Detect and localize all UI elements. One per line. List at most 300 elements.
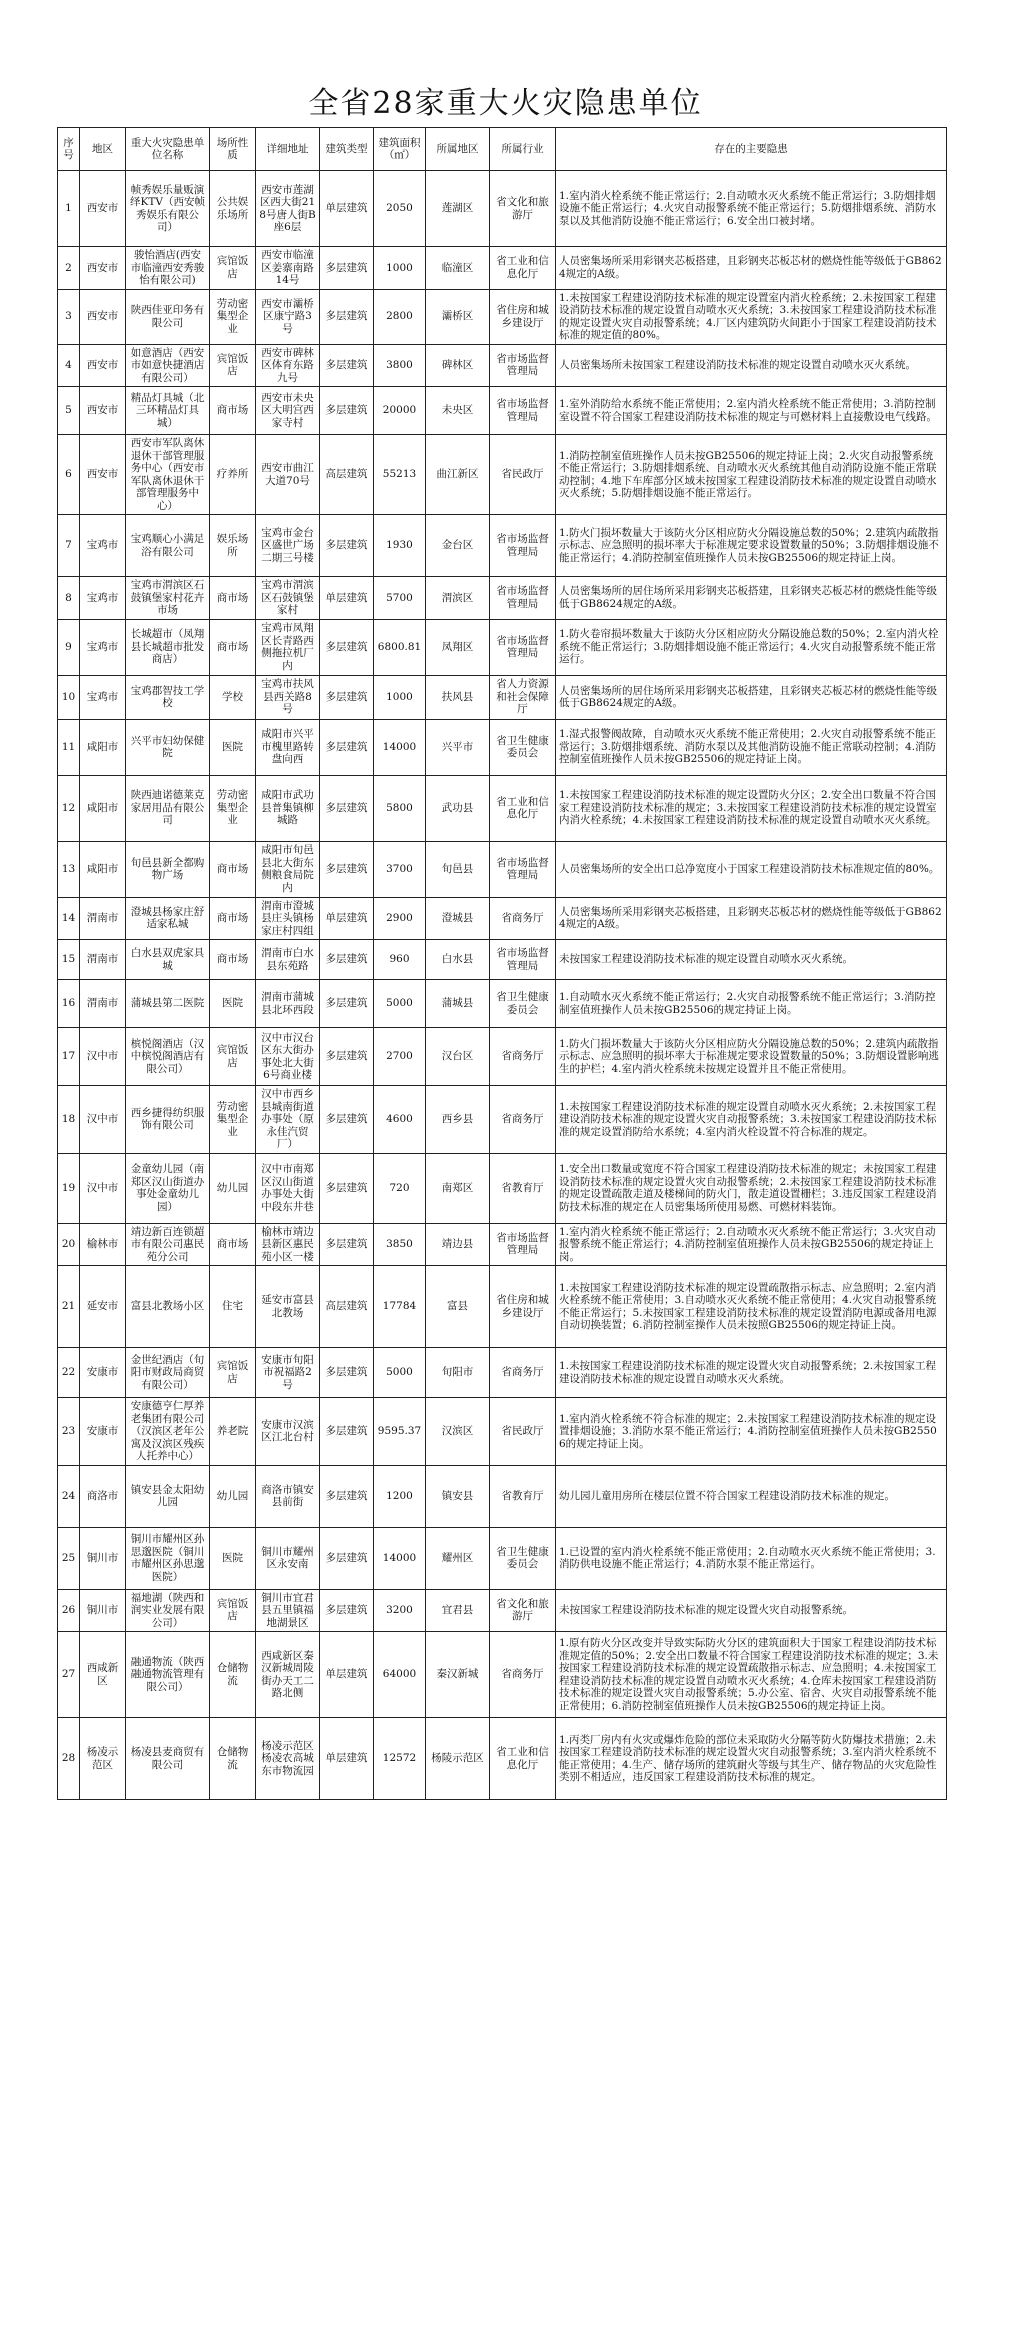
- table-row: [58, 775, 947, 841]
- cell-hazards: 人员密集场所采用彩钢夹芯板搭建，且彩钢夹芯板芯材的燃烧性能等级低于GB8624规定的A级。: [556, 897, 947, 940]
- cell-hazards: 1.未按国家工程建设消防技术标准的规定设置室内消火栓系统；2.未按国家工程建设消防技术标准的规定设置自动喷水灭火系统；3.未按国家工程建设消防技术标准的规定设置火灾自动报警系统；4.厂区内建筑防火间距小于国家工程建设消防技术标准的规定值的80%。: [556, 289, 947, 344]
- header-index: 序号: [58, 128, 80, 171]
- cell-region: 咸阳市: [80, 719, 126, 775]
- cell-unit-name: 西安市军队离休退休干部管理服务中心（西安市军队离休退休干部管理服务中心）: [126, 435, 210, 515]
- cell-address: 西安市灞桥区康宁路3号: [256, 289, 320, 344]
- cell-address: 渭南市澄城县庄头镇杨家庄村四组: [256, 897, 320, 940]
- cell-hazards: 1.室内消火栓系统不能正常运行；2.自动喷水灭火系统不能正常运行；3.防烟排烟设施不能正常运行；4.火灾自动报警系统不能正常运行；5.防烟排烟系统、消防水泵以及其他消防设施不能正常运行；6.安全出口被封堵。: [556, 171, 947, 247]
- cell-district: 南郑区: [426, 1153, 490, 1223]
- table-row: [58, 1086, 947, 1154]
- cell-hazards: 未按国家工程建设消防技术标准的规定设置自动喷水灭火系统。: [556, 940, 947, 980]
- cell-address: 宝鸡市金台区盛世广场二期三号楼: [256, 515, 320, 577]
- cell-building-type: 多层建筑: [320, 1348, 374, 1398]
- cell-district: 莲湖区: [426, 171, 490, 247]
- cell-region: 宝鸡市: [80, 619, 126, 675]
- cell-unit-name: 澄城县杨家庄舒适家私城: [126, 897, 210, 940]
- cell-hazards: 1.室内消火栓系统不符合标准的规定；2.未按国家工程建设消防技术标准的规定设置排烟设施；3.消防水泵不能正常运行；4.消防控制室值班操作人员未按GB25506的规定持证上岗。: [556, 1398, 947, 1466]
- cell-district: 未央区: [426, 387, 490, 435]
- cell-address: 安康市旬阳市祝福路2号: [256, 1348, 320, 1398]
- cell-floor-area: 2050: [374, 171, 426, 247]
- cell-index: 23: [58, 1398, 80, 1466]
- cell-index: 19: [58, 1153, 80, 1223]
- cell-hazards: 1.防火门损坏数量大于该防火分区相应防火分隔设施总数的50%；2.建筑内疏散指示标志、应急照明的损坏率大于标准规定要求设置数量的50%；3.防烟排烟设施不能正常运行；4.消防控制室值班操作人员未按GB25506的规定持证上岗。: [556, 515, 947, 577]
- cell-unit-name: 宝鸡市渭滨区石鼓镇堡家村花卉市场: [126, 577, 210, 620]
- cell-industry: 省工业和信息化厅: [490, 1718, 556, 1800]
- cell-index: 21: [58, 1266, 80, 1348]
- cell-region: 铜川市: [80, 1527, 126, 1589]
- cell-floor-area: 17784: [374, 1266, 426, 1348]
- cell-building-type: 单层建筑: [320, 1718, 374, 1800]
- cell-site-type: 商市场: [210, 841, 256, 897]
- cell-district: 汉台区: [426, 1028, 490, 1086]
- table-row: [58, 1632, 947, 1718]
- cell-hazards: 1.未按国家工程建设消防技术标准的规定设置火灾自动报警系统；2.未按国家工程建设消防技术标准的规定设置自动喷水灭火系统。: [556, 1348, 947, 1398]
- cell-building-type: 单层建筑: [320, 897, 374, 940]
- cell-floor-area: 1000: [374, 247, 426, 290]
- cell-site-type: 商市场: [210, 1223, 256, 1266]
- cell-industry: 省民政厅: [490, 1398, 556, 1466]
- cell-floor-area: 2800: [374, 289, 426, 344]
- cell-hazards: 1.未按国家工程建设消防技术标准的规定设置防火分区；2.安全出口数量不符合国家工程建设消防技术标准的规定；3.未按国家工程建设消防技术标准的规定设置室内消火栓系统；4.未按国家工程建设消防技术标准的规定设置自动喷水灭火系统。: [556, 775, 947, 841]
- cell-region: 渭南市: [80, 940, 126, 980]
- header-unit-name: 重大火灾隐患单位名称: [126, 128, 210, 171]
- cell-index: 4: [58, 344, 80, 387]
- cell-index: 1: [58, 171, 80, 247]
- cell-address: 西安市莲湖区西大街218号唐人街B座6层: [256, 171, 320, 247]
- cell-index: 25: [58, 1527, 80, 1589]
- cell-building-type: 多层建筑: [320, 344, 374, 387]
- cell-unit-name: 陕西佳亚印务有限公司: [126, 289, 210, 344]
- cell-floor-area: 960: [374, 940, 426, 980]
- cell-district: 扶风县: [426, 675, 490, 719]
- cell-index: 26: [58, 1589, 80, 1632]
- table-row: [58, 1527, 947, 1589]
- cell-hazards: 人员密集场所的居住场所采用彩钢夹芯板搭建，且彩钢夹芯板芯材的燃烧性能等级低于GB8624规定的A级。: [556, 577, 947, 620]
- table-row: [58, 1028, 947, 1086]
- cell-industry: 省卫生健康委员会: [490, 980, 556, 1028]
- cell-building-type: 多层建筑: [320, 387, 374, 435]
- cell-address: 宝鸡市渭滨区石鼓镇堡家村: [256, 577, 320, 620]
- cell-floor-area: 3850: [374, 1223, 426, 1266]
- table-row: [58, 675, 947, 719]
- cell-site-type: 公共娱乐场所: [210, 171, 256, 247]
- cell-index: 18: [58, 1086, 80, 1154]
- cell-building-type: 多层建筑: [320, 675, 374, 719]
- cell-address: 安康市汉滨区江北台村: [256, 1398, 320, 1466]
- cell-address: 铜川市宜君县五里镇福地湖景区: [256, 1589, 320, 1632]
- cell-building-type: 单层建筑: [320, 1632, 374, 1718]
- cell-site-type: 宾馆饭店: [210, 1028, 256, 1086]
- cell-hazards: 1.未按国家工程建设消防技术标准的规定设置疏散指示标志、应急照明；2.室内消火栓系统不能正常使用；3.自动喷水灭火系统不能正常使用；4.火灾自动报警系统不能正常运行；5.未按国家工程建设消防技术标准的规定设置消防电源或备用电源自动切换装置；6.消防控制室操作人员未按照GB25506的规定持证上岗。: [556, 1266, 947, 1348]
- cell-district: 临潼区: [426, 247, 490, 290]
- cell-region: 延安市: [80, 1266, 126, 1348]
- table-row: [58, 1266, 947, 1348]
- cell-address: 咸阳市旬邑县北大街东侧粮食局院内: [256, 841, 320, 897]
- cell-region: 铜川市: [80, 1589, 126, 1632]
- table-row: [58, 171, 947, 247]
- cell-district: 渭滨区: [426, 577, 490, 620]
- cell-floor-area: 64000: [374, 1632, 426, 1718]
- cell-hazards: 1.安全出口数量或宽度不符合国家工程建设消防技术标准的规定；未按国家工程建设消防技术标准的规定设置火灾自动报警系统；2.未按国家工程建设消防技术标准的规定设置疏散走道及楼梯间的防火门，散走道设置栅栏；3.违反国家工程建设消防技术标准的规定在人员密集场所使用易燃、可燃材料装饰。: [556, 1153, 947, 1223]
- cell-district: 旬阳市: [426, 1348, 490, 1398]
- table-row: [58, 1348, 947, 1398]
- cell-site-type: 宾馆饭店: [210, 1348, 256, 1398]
- cell-region: 宝鸡市: [80, 577, 126, 620]
- cell-district: 蒲城县: [426, 980, 490, 1028]
- cell-index: 5: [58, 387, 80, 435]
- cell-floor-area: 2900: [374, 897, 426, 940]
- cell-index: 7: [58, 515, 80, 577]
- cell-industry: 省教育厅: [490, 1465, 556, 1527]
- cell-district: 凤翔区: [426, 619, 490, 675]
- cell-floor-area: 3800: [374, 344, 426, 387]
- cell-index: 28: [58, 1718, 80, 1800]
- cell-hazards: 1.自动喷水灭火系统不能正常运行；2.火灾自动报警系统不能正常运行；3.消防控制室值班操作人员未按GB25506的规定持证上岗。: [556, 980, 947, 1028]
- cell-industry: 省商务厅: [490, 1086, 556, 1154]
- cell-building-type: 多层建筑: [320, 1589, 374, 1632]
- cell-building-type: 多层建筑: [320, 1086, 374, 1154]
- cell-index: 14: [58, 897, 80, 940]
- cell-region: 西咸新区: [80, 1632, 126, 1718]
- header-hazards: 存在的主要隐患: [556, 128, 947, 171]
- cell-industry: 省文化和旅游厅: [490, 171, 556, 247]
- cell-district: 白水县: [426, 940, 490, 980]
- cell-building-type: 单层建筑: [320, 577, 374, 620]
- cell-address: 西咸新区秦汉新城周陵街办天工二路北侧: [256, 1632, 320, 1718]
- cell-building-type: 高层建筑: [320, 1266, 374, 1348]
- cell-unit-name: 帧秀娱乐量贩演绎KTV（西安帧秀娱乐有限公司）: [126, 171, 210, 247]
- cell-industry: 省市场监督管理局: [490, 577, 556, 620]
- cell-hazards: 1.丙类厂房内有火灾或爆炸危险的部位未采取防火分隔等防火防爆技术措施；2.未按国家工程建设消防技术标准的规定设置火灾自动报警系统；3.室内消火栓系统不能正常使用；4.生产、储存场所的建筑耐火等级与其生产、储存物品的火灾危险性类别不相适应，违反国家工程建设消防技术标准的规定。: [556, 1718, 947, 1800]
- cell-industry: 省住房和城乡建设厅: [490, 289, 556, 344]
- cell-index: 11: [58, 719, 80, 775]
- cell-site-type: 商市场: [210, 619, 256, 675]
- cell-district: 澄城县: [426, 897, 490, 940]
- cell-floor-area: 5000: [374, 980, 426, 1028]
- cell-hazards: 1.室外消防给水系统不能正常使用；2.室内消火栓系统不能正常使用；3.消防控制室设置不符合国家工程建设消防技术标准的规定与可燃材料上直接敷设电气线路。: [556, 387, 947, 435]
- cell-region: 西安市: [80, 247, 126, 290]
- header-address: 详细地址: [256, 128, 320, 171]
- cell-index: 16: [58, 980, 80, 1028]
- cell-site-type: 医院: [210, 1527, 256, 1589]
- cell-index: 20: [58, 1223, 80, 1266]
- cell-site-type: 医院: [210, 980, 256, 1028]
- cell-floor-area: 5700: [374, 577, 426, 620]
- cell-district: 宜君县: [426, 1589, 490, 1632]
- cell-building-type: 多层建筑: [320, 619, 374, 675]
- cell-unit-name: 融通物流（陕西融通物流管理有限公司）: [126, 1632, 210, 1718]
- cell-unit-name: 旬邑县新全都购物广场: [126, 841, 210, 897]
- cell-district: 汉滨区: [426, 1398, 490, 1466]
- cell-unit-name: 宝鸡郡智技工学校: [126, 675, 210, 719]
- cell-region: 宝鸡市: [80, 515, 126, 577]
- cell-floor-area: 5000: [374, 1348, 426, 1398]
- table-row: [58, 435, 947, 515]
- cell-floor-area: 2700: [374, 1028, 426, 1086]
- cell-industry: 省人力资源和社会保障厅: [490, 675, 556, 719]
- cell-hazards: 1.湿式报警阀故障，自动喷水灭火系统不能正常使用；2.火灾自动报警系统不能正常运行；3.防烟排烟系统、消防水泵以及其他消防设施不能正常联动控制；4.消防控制室值班操作人员未按GB25506的规定持证上岗。: [556, 719, 947, 775]
- table-row: [58, 1718, 947, 1800]
- page-title: 全省28家重大火灾隐患单位: [308, 86, 703, 121]
- cell-unit-name: 靖边新百连锁超市有限公司惠民苑分公司: [126, 1223, 210, 1266]
- table-row: [58, 1465, 947, 1527]
- cell-site-type: 商市场: [210, 897, 256, 940]
- cell-site-type: 劳动密集型企业: [210, 775, 256, 841]
- table-row: [58, 940, 947, 980]
- cell-site-type: 劳动密集型企业: [210, 289, 256, 344]
- cell-hazards: 1.未按国家工程建设消防技术标准的规定设置自动喷水灭火系统；2.未按国家工程建设消防技术标准的规定设置火灾自动报警系统；3.未按国家工程建设消防技术标准的规定设置消防给水系统；4.室内消火栓设置不符合标准的规定。: [556, 1086, 947, 1154]
- header-floor-area: 建筑面积（㎡）: [374, 128, 426, 171]
- cell-floor-area: 5800: [374, 775, 426, 841]
- cell-industry: 省商务厅: [490, 1348, 556, 1398]
- cell-industry: 省工业和信息化厅: [490, 775, 556, 841]
- cell-region: 渭南市: [80, 980, 126, 1028]
- cell-industry: 省教育厅: [490, 1153, 556, 1223]
- table-row: [58, 289, 947, 344]
- header-region: 地区: [80, 128, 126, 171]
- cell-building-type: 多层建筑: [320, 247, 374, 290]
- table-row: [58, 387, 947, 435]
- cell-building-type: 单层建筑: [320, 171, 374, 247]
- cell-floor-area: 12572: [374, 1718, 426, 1800]
- cell-address: 渭南市白水县东苑路: [256, 940, 320, 980]
- cell-industry: 省商务厅: [490, 1028, 556, 1086]
- cell-site-type: 医院: [210, 719, 256, 775]
- cell-address: 铜川市耀州区永安南: [256, 1527, 320, 1589]
- cell-industry: 省市场监督管理局: [490, 344, 556, 387]
- cell-unit-name: 蒲城县第二医院: [126, 980, 210, 1028]
- cell-site-type: 养老院: [210, 1398, 256, 1466]
- cell-index: 3: [58, 289, 80, 344]
- cell-address: 宝鸡市扶风县西关路8号: [256, 675, 320, 719]
- cell-index: 10: [58, 675, 80, 719]
- cell-floor-area: 1200: [374, 1465, 426, 1527]
- cell-site-type: 仓储物流: [210, 1718, 256, 1800]
- cell-district: 兴平市: [426, 719, 490, 775]
- cell-region: 西安市: [80, 344, 126, 387]
- cell-building-type: 多层建筑: [320, 940, 374, 980]
- cell-site-type: 住宅: [210, 1266, 256, 1348]
- cell-building-type: 多层建筑: [320, 515, 374, 577]
- cell-site-type: 商市场: [210, 940, 256, 980]
- cell-unit-name: 福地湖（陕西和润实业发展有限公司）: [126, 1589, 210, 1632]
- cell-index: 17: [58, 1028, 80, 1086]
- cell-address: 榆林市靖边县新区惠民苑小区一楼: [256, 1223, 320, 1266]
- cell-industry: 省住房和城乡建设厅: [490, 1266, 556, 1348]
- cell-site-type: 商市场: [210, 387, 256, 435]
- cell-address: 西安市碑林区体育东路九号: [256, 344, 320, 387]
- table-row: [58, 897, 947, 940]
- cell-district: 碑林区: [426, 344, 490, 387]
- cell-unit-name: 铜川市耀州区孙思邈医院（铜川市耀州区孙思邈医院）: [126, 1527, 210, 1589]
- cell-unit-name: 安康德亨仁厚养老集团有限公司（汉滨区老年公寓及汉滨区残疾人托养中心）: [126, 1398, 210, 1466]
- header-building-type: 建筑类型: [320, 128, 374, 171]
- cell-hazards: 人员密集场所的居住场所采用彩钢夹芯板搭建，且彩钢夹芯板芯材的燃烧性能等级低于GB8624规定的A级。: [556, 675, 947, 719]
- cell-floor-area: 20000: [374, 387, 426, 435]
- cell-unit-name: 如意酒店（西安市如意快捷酒店有限公司）: [126, 344, 210, 387]
- cell-building-type: 高层建筑: [320, 435, 374, 515]
- cell-unit-name: 骏怡酒店(西安市临潼西安秀骏怡有限公司): [126, 247, 210, 290]
- cell-industry: 省市场监督管理局: [490, 940, 556, 980]
- cell-industry: 省市场监督管理局: [490, 1223, 556, 1266]
- table-row: [58, 1153, 947, 1223]
- cell-district: 曲江新区: [426, 435, 490, 515]
- cell-building-type: 多层建筑: [320, 841, 374, 897]
- cell-site-type: 疗养所: [210, 435, 256, 515]
- cell-index: 2: [58, 247, 80, 290]
- cell-district: 靖边县: [426, 1223, 490, 1266]
- cell-site-type: 幼儿园: [210, 1153, 256, 1223]
- cell-address: 咸阳市武功县普集镇柳城路: [256, 775, 320, 841]
- cell-region: 西安市: [80, 171, 126, 247]
- cell-region: 咸阳市: [80, 841, 126, 897]
- cell-region: 宝鸡市: [80, 675, 126, 719]
- cell-unit-name: 精品灯具城（北三环精品灯具城）: [126, 387, 210, 435]
- cell-region: 西安市: [80, 435, 126, 515]
- cell-floor-area: 14000: [374, 719, 426, 775]
- cell-address: 汉中市西乡县城南街道办事处（原永佳汽贸厂）: [256, 1086, 320, 1154]
- cell-industry: 省卫生健康委员会: [490, 719, 556, 775]
- cell-address: 延安市富县北教场: [256, 1266, 320, 1348]
- table-row: [58, 344, 947, 387]
- table-row: [58, 1398, 947, 1466]
- cell-industry: 省市场监督管理局: [490, 619, 556, 675]
- cell-hazards: 未按国家工程建设消防技术标准的规定设置火灾自动报警系统。: [556, 1589, 947, 1632]
- cell-district: 西乡县: [426, 1086, 490, 1154]
- cell-address: 杨凌示范区杨凌农高城东市物流园: [256, 1718, 320, 1800]
- cell-district: 金台区: [426, 515, 490, 577]
- cell-site-type: 仓储物流: [210, 1632, 256, 1718]
- cell-industry: 省民政厅: [490, 435, 556, 515]
- cell-address: 汉中市南郑区汉山街道办事处大街中段东井巷: [256, 1153, 320, 1223]
- cell-floor-area: 1000: [374, 675, 426, 719]
- cell-index: 13: [58, 841, 80, 897]
- cell-building-type: 多层建筑: [320, 719, 374, 775]
- cell-industry: 省市场监督管理局: [490, 387, 556, 435]
- cell-building-type: 多层建筑: [320, 1028, 374, 1086]
- cell-address: 西安市曲江大道70号: [256, 435, 320, 515]
- cell-unit-name: 白水县双虎家具城: [126, 940, 210, 980]
- cell-industry: 省商务厅: [490, 897, 556, 940]
- cell-floor-area: 1930: [374, 515, 426, 577]
- cell-unit-name: 西乡捷得纺织服饰有限公司: [126, 1086, 210, 1154]
- cell-hazards: 1.防火门损坏数量大于该防火分区相应防火分隔设施总数的50%；2.建筑内疏散指示标志、应急照明的损坏率大于标准规定要求设置数量的50%；3.防烟设置影响逃生的护栏；4.室内消火栓系统未按规定设置并且不能正常使用。: [556, 1028, 947, 1086]
- table-row: [58, 619, 947, 675]
- cell-address: 汉中市汉台区东大街办事处北大街6号商业楼: [256, 1028, 320, 1086]
- cell-address: 西安市临潼区姜寨南路14号: [256, 247, 320, 290]
- header-site-type: 场所性质: [210, 128, 256, 171]
- cell-floor-area: 720: [374, 1153, 426, 1223]
- cell-hazards: 1.已设置的室内消火栓系统不能正常使用；2.自动喷水灭火系统不能正常使用；3.消防供电设施不能正常运行；4.消防水泵不能正常运行。: [556, 1527, 947, 1589]
- cell-unit-name: 杨凌县麦商贸有限公司: [126, 1718, 210, 1800]
- table-row: [58, 841, 947, 897]
- cell-region: 杨凌示范区: [80, 1718, 126, 1800]
- cell-index: 8: [58, 577, 80, 620]
- cell-unit-name: 宝鸡顺心小满足浴有限公司: [126, 515, 210, 577]
- cell-industry: 省卫生健康委员会: [490, 1527, 556, 1589]
- header-industry: 所属行业: [490, 128, 556, 171]
- table-row: [58, 719, 947, 775]
- cell-floor-area: 3700: [374, 841, 426, 897]
- cell-building-type: 多层建筑: [320, 1153, 374, 1223]
- header-district: 所属地区: [426, 128, 490, 171]
- cell-hazards: 人员密集场所未按国家工程建设消防技术标准的规定设置自动喷水灭火系统。: [556, 344, 947, 387]
- table-header-row: [58, 128, 947, 171]
- cell-region: 咸阳市: [80, 775, 126, 841]
- cell-building-type: 多层建筑: [320, 1465, 374, 1527]
- cell-building-type: 多层建筑: [320, 289, 374, 344]
- cell-site-type: 学校: [210, 675, 256, 719]
- cell-industry: 省市场监督管理局: [490, 515, 556, 577]
- table-row: [58, 515, 947, 577]
- cell-building-type: 多层建筑: [320, 980, 374, 1028]
- cell-index: 15: [58, 940, 80, 980]
- cell-region: 安康市: [80, 1398, 126, 1466]
- cell-site-type: 娱乐场所: [210, 515, 256, 577]
- cell-district: 武功县: [426, 775, 490, 841]
- cell-index: 12: [58, 775, 80, 841]
- cell-unit-name: 富县北教场小区: [126, 1266, 210, 1348]
- cell-hazards: 1.室内消火栓系统不能正常运行；2.自动喷水灭火系统不能正常运行；3.火灾自动报警系统不能正常运行；4.消防控制室值班操作人员未按GB25506的规定持证上岗。: [556, 1223, 947, 1266]
- cell-floor-area: 14000: [374, 1527, 426, 1589]
- cell-unit-name: 长城超市（凤翔县长城超市批发商店）: [126, 619, 210, 675]
- table-row: [58, 1223, 947, 1266]
- cell-district: 耀州区: [426, 1527, 490, 1589]
- cell-region: 西安市: [80, 289, 126, 344]
- cell-industry: 省市场监督管理局: [490, 841, 556, 897]
- cell-address: 西安市未央区大明宫西家寺村: [256, 387, 320, 435]
- cell-hazards: 幼儿园儿童用房所在楼层位置不符合国家工程建设消防技术标准的规定。: [556, 1465, 947, 1527]
- cell-unit-name: 兴平市妇幼保健院: [126, 719, 210, 775]
- cell-address: 商洛市镇安县前街: [256, 1465, 320, 1527]
- cell-district: 杨陵示范区: [426, 1718, 490, 1800]
- cell-district: 秦汉新城: [426, 1632, 490, 1718]
- cell-site-type: 劳动密集型企业: [210, 1086, 256, 1154]
- cell-hazards: 人员密集场所的安全出口总净宽度小于国家工程建设消防技术标准规定值的80%。: [556, 841, 947, 897]
- cell-index: 24: [58, 1465, 80, 1527]
- cell-address: 宝鸡市凤翔区长青路西侧拖拉机厂内: [256, 619, 320, 675]
- cell-unit-name: 陕西迪诺德莱克家居用品有限公司: [126, 775, 210, 841]
- cell-address: 渭南市蒲城县北环西段: [256, 980, 320, 1028]
- cell-site-type: 商市场: [210, 577, 256, 620]
- cell-unit-name: 镇安县金太阳幼儿园: [126, 1465, 210, 1527]
- cell-region: 汉中市: [80, 1086, 126, 1154]
- cell-district: 富县: [426, 1266, 490, 1348]
- cell-site-type: 宾馆饭店: [210, 344, 256, 387]
- table-row: [58, 577, 947, 620]
- cell-site-type: 宾馆饭店: [210, 247, 256, 290]
- table-row: [58, 247, 947, 290]
- cell-region: 榆林市: [80, 1223, 126, 1266]
- cell-region: 西安市: [80, 387, 126, 435]
- cell-region: 商洛市: [80, 1465, 126, 1527]
- cell-index: 22: [58, 1348, 80, 1398]
- cell-floor-area: 6800.81: [374, 619, 426, 675]
- cell-hazards: 1.原有防火分区改变并导致实际防火分区的建筑面积大于国家工程建设消防技术标准规定值的50%；2.安全出口数量不符合国家工程建设消防技术标准的规定；3.未按国家工程建设消防技术标准的规定设置疏散指示标志、应急照明；4.未按国家工程建设消防技术标准的规定设置自动喷水灭火系统；4.仓库未按国家工程建设消防技术标准的规定设置火灾自动报警系统；5.办公室、宿舍、火灾自动报警系统不能正常使用；6.消防控制室值班操作人员未按GB25506的规定持证上岗。: [556, 1632, 947, 1718]
- cell-unit-name: 金世纪酒店（旬阳市财政局商贸有限公司）: [126, 1348, 210, 1398]
- cell-floor-area: 3200: [374, 1589, 426, 1632]
- cell-industry: 省商务厅: [490, 1632, 556, 1718]
- cell-region: 汉中市: [80, 1153, 126, 1223]
- cell-building-type: 多层建筑: [320, 1527, 374, 1589]
- cell-industry: 省工业和信息化厅: [490, 247, 556, 290]
- cell-site-type: 宾馆饭店: [210, 1589, 256, 1632]
- cell-district: 旬邑县: [426, 841, 490, 897]
- cell-region: 安康市: [80, 1348, 126, 1398]
- cell-floor-area: 4600: [374, 1086, 426, 1154]
- cell-hazards: 1.防火卷帘损坏数量大于该防火分区相应防火分隔设施总数的50%；2.室内消火栓系统不能正常运行；3.防烟排烟设施不能正常运行；4.火灾自动报警系统不能正常运行。: [556, 619, 947, 675]
- table-row: [58, 980, 947, 1028]
